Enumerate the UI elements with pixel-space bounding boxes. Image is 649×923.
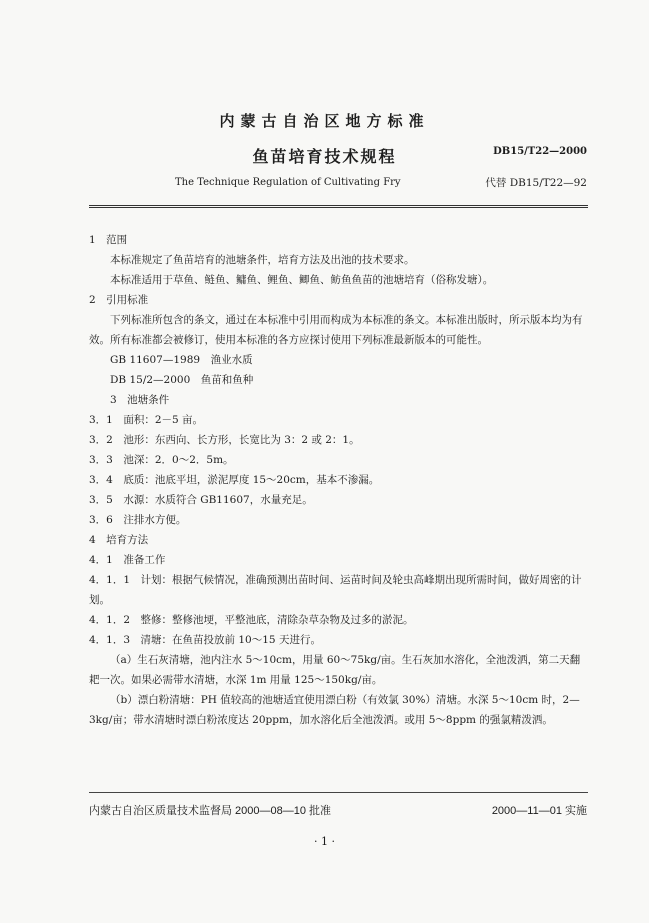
body-paragraph: DB 15/2—2000 鱼苗和鱼种 xyxy=(110,374,254,386)
body-paragraph: 本标准适用于草鱼、鲢鱼、鳙鱼、鲤鱼、鲫鱼、鲂鱼鱼苗的池塘培育（俗称发塘）。 xyxy=(110,274,494,286)
document-title: 鱼苗培育技术规程 xyxy=(252,147,397,166)
english-title: The Technique Regulation of Cultivating Fry xyxy=(175,177,401,188)
body-paragraph: 下列标准所包含的条文，通过在本标准中引用而构成为本标准的条文。本标准出版时，所示版本均为有效。所有标准都会被修订，使用本标准的各方应探讨使用下列标准最新版本的可能性。 xyxy=(89,314,583,346)
body-paragraph: 4．1 准备工作 xyxy=(89,554,166,566)
body-paragraph: GB 11607—1989 渔业水质 xyxy=(110,354,253,366)
body-paragraph: 3．2 池形：东西向、长方形，长宽比为 3：2 或 2：1。 xyxy=(89,434,360,446)
body-paragraph: 3．4 底质：池底平坦，淤泥厚度 15～20cm，基本不渗漏。 xyxy=(89,474,380,486)
body-paragraph: 4 培育方法 xyxy=(89,534,149,546)
body-paragraph: （a）生石灰清塘，池内注水 5～10cm，用量 60～75kg/亩。生石灰加水溶化，全池泼洒，第二天翻耙一次。如果必需带水清塘，水深 1m 用量 125～150kg/亩。 xyxy=(89,654,581,686)
body-paragraph: 4．1．2 整修：整修池埂，平整池底，清除杂草杂物及过多的淤泥。 xyxy=(89,614,414,626)
body-paragraph: 3．1 面积：2－5 亩。 xyxy=(89,414,204,426)
body-paragraph: 3．5 水源：水质符合 GB11607，水量充足。 xyxy=(89,494,313,506)
footer-divider xyxy=(89,792,588,793)
body-paragraph: 4．1．3 清塘：在鱼苗投放前 10～15 天进行。 xyxy=(89,634,321,646)
body-paragraph: 3．3 池深：2．0～2．5m。 xyxy=(89,454,234,466)
document-body xyxy=(89,230,589,730)
implementation-date: 2000—11—01 实施 xyxy=(491,805,587,817)
approval-note: 内蒙古自治区质量技术监督局 2000—08—10 批准 xyxy=(89,805,332,817)
replaces-note: 代替 DB15/T22—92 xyxy=(485,177,587,189)
body-paragraph: 1 范围 xyxy=(89,234,128,246)
issuing-organization: 内蒙古自治区地方标准 xyxy=(219,112,430,130)
body-paragraph: （b）漂白粉清塘：PH 值较高的池塘适宜使用漂白粉（有效氯 30%）清塘。水深 5～10cm 时，2—3kg/亩；带水清塘时漂白粉浓度达 20ppm，加水溶化后全池泼洒。或用 5～8ppm 的强氯精泼洒。 xyxy=(89,694,580,726)
body-paragraph: 3．6 注排水方便。 xyxy=(89,514,187,526)
page-number: · 1 · xyxy=(314,835,335,848)
standard-code: DB15/T22—2000 xyxy=(493,146,587,157)
body-paragraph: 3 池塘条件 xyxy=(110,394,170,406)
body-paragraph: 本标准规定了鱼苗培育的池塘条件，培育方法及出池的技术要求。 xyxy=(110,254,415,266)
body-paragraph: 2 引用标准 xyxy=(89,294,149,306)
header-divider xyxy=(89,205,588,208)
body-paragraph: 4．1．1 计划：根据气候情况，准确预测出苗时间、运苗时间及轮虫高峰期出现所需时间，做好周密的计划。 xyxy=(89,574,582,606)
